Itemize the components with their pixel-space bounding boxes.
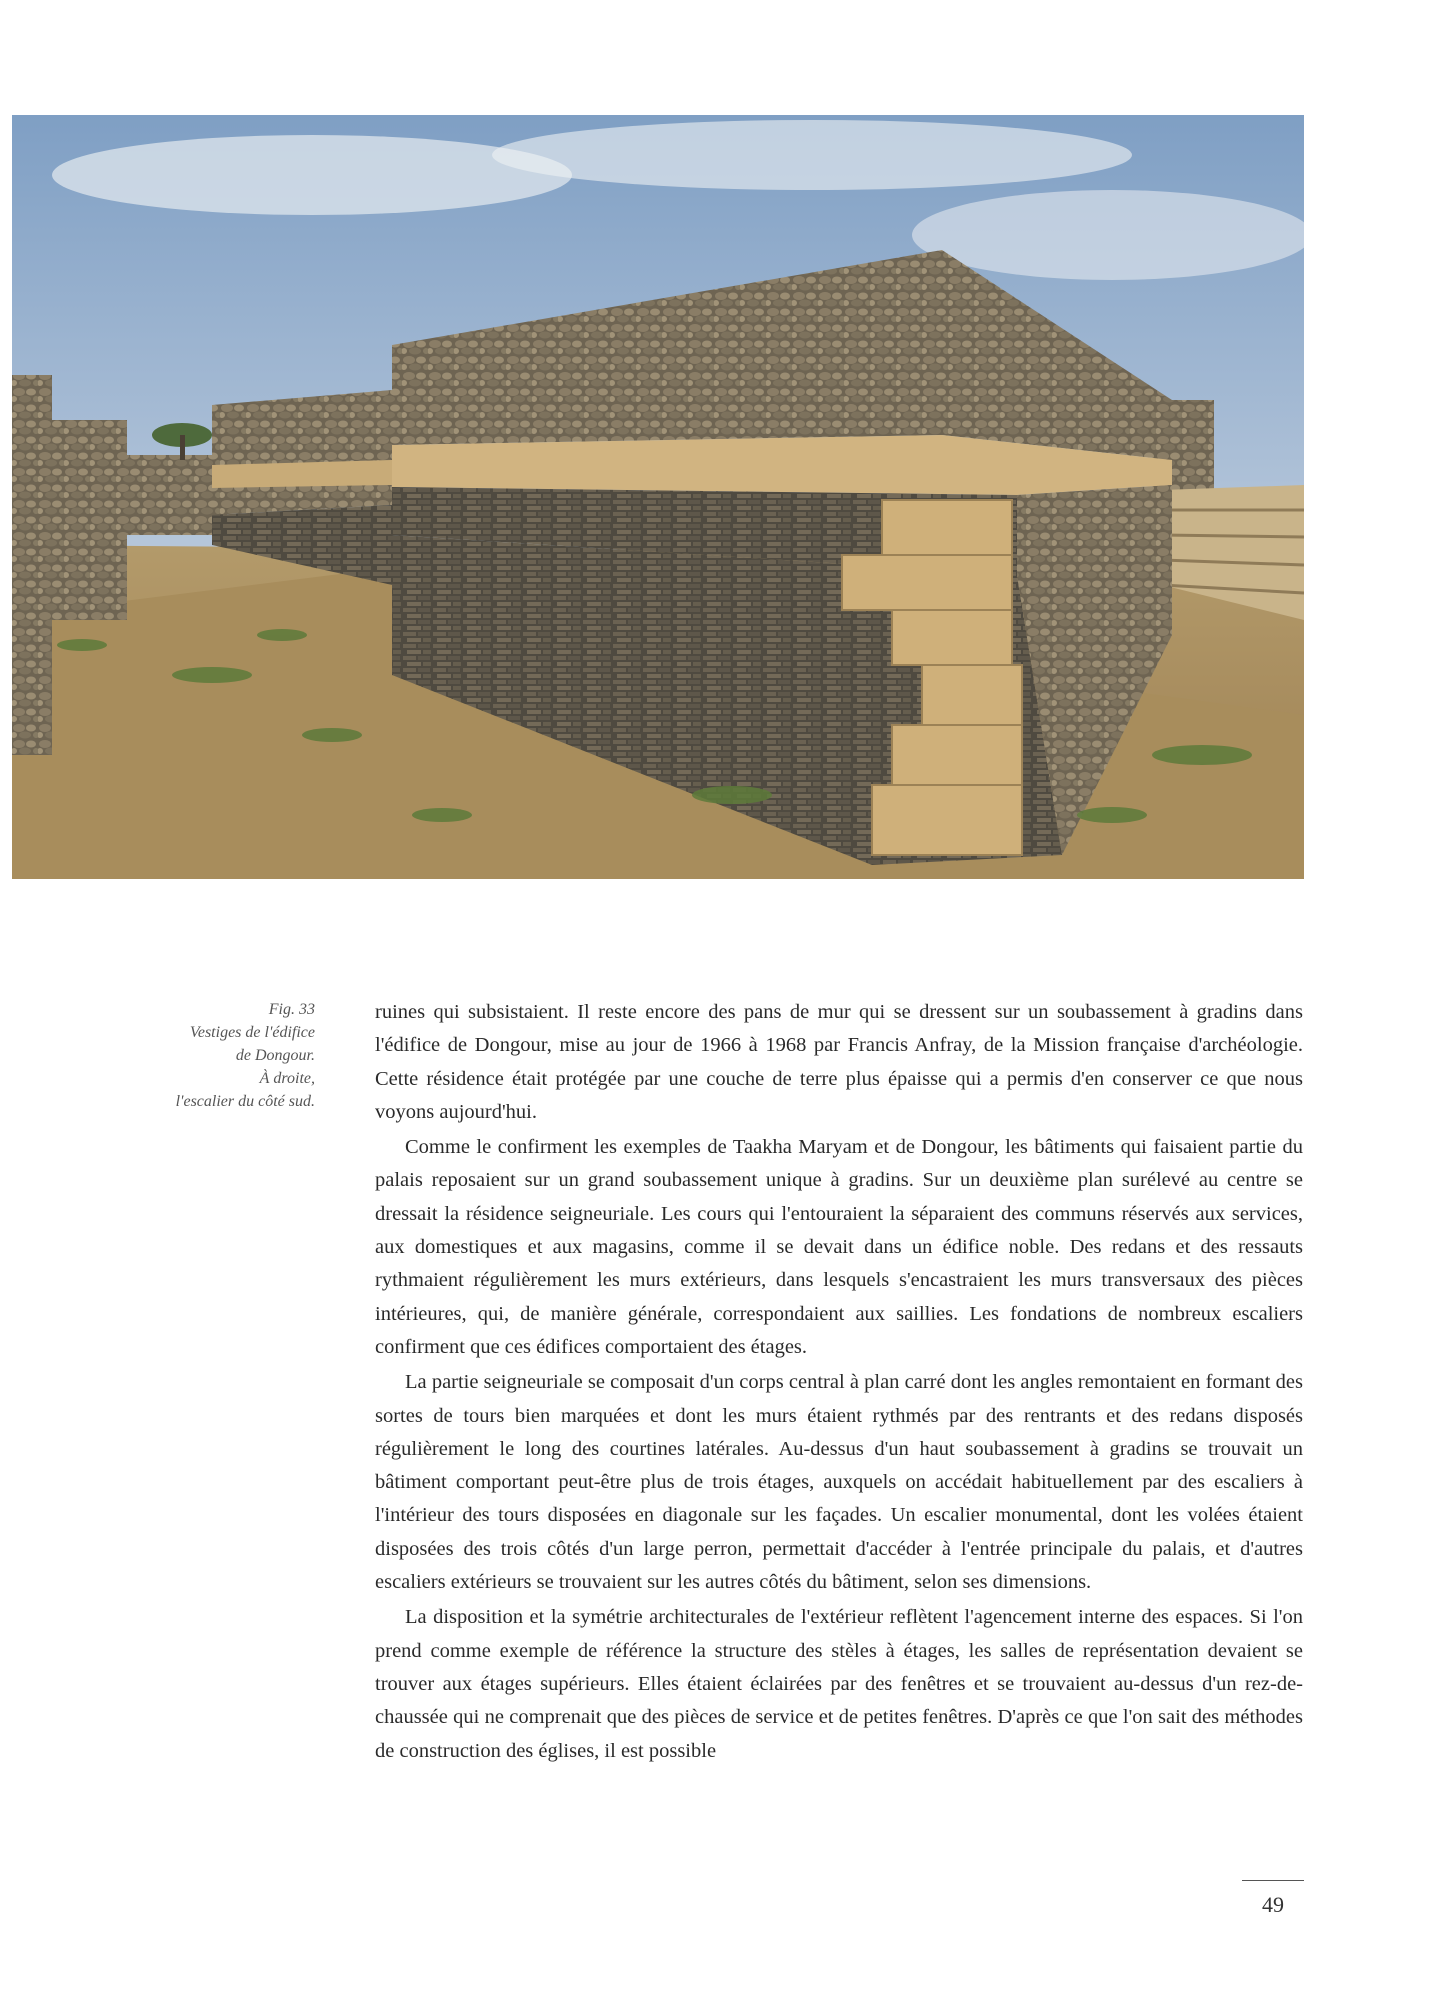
figure-caption bbox=[110, 998, 315, 1113]
caption-line: de Dongour. bbox=[235, 1047, 315, 1064]
paragraph: ruines qui subsistaient. Il reste encore des pans de mur qui se dressent sur un soubassement à gradins dans l'édifice de Dongour, mise au jour de 1966 à 1968 par Francis Anfray, de la Mission française d'archéologie. Cette résidence était protégée par une couche de terre plus épaisse qui a permis d'en conserver ce que nous voyons aujourd'hui. bbox=[375, 1001, 1303, 1123]
stone-ruins-photo bbox=[12, 115, 1304, 879]
caption-line: l'escalier du côté sud. bbox=[175, 1093, 315, 1110]
page-number-rule bbox=[1242, 1880, 1304, 1881]
paragraph: Comme le confirment les exemples de Taakha Maryam et de Dongour, les bâtiments qui faisaient partie du palais reposaient sur un grand soubassement unique à gradins. Sur un deuxième plan surélevé au centre se dressait la résidence seigneuriale. Les cours qui l'entouraient la séparaient des communs réservés aux services, aux domestiques et aux magasins, comme il se devait dans un édifice noble. Des redans et des ressauts rythmaient régulièrement les murs extérieurs, dans lesquels s'encastraient les murs transversaux des pièces intérieures, qui, de manière générale, correspondaient aux saillies. Les fondations de nombreux escaliers confirment que ces édifices comportaient des étages. bbox=[375, 1136, 1303, 1358]
paragraph: La disposition et la symétrie architecturales de l'extérieur reflètent l'agencement interne des espaces. Si l'on prend comme exemple de référence la structure des stèles à étages, les salles de représentation devaient se trouver aux étages supérieurs. Elles étaient éclairées par des fenêtres et se trouvaient au-dessus d'un rez-de-chaussée qui ne comprenait que des pièces de service et de petites fenêtres. D'après ce que l'on sait des méthodes de construction des églises, il est possible bbox=[375, 1606, 1303, 1762]
caption-line: À droite, bbox=[259, 1070, 315, 1087]
caption-line: Fig. 33 bbox=[268, 1001, 315, 1018]
photo-dongour-ruins bbox=[12, 115, 1304, 879]
caption-line: Vestiges de l'édifice bbox=[189, 1024, 315, 1041]
body-text bbox=[375, 996, 1303, 1768]
page-number: 49 bbox=[1262, 1892, 1284, 1917]
paragraph: La partie seigneuriale se composait d'un corps central à plan carré dont les angles remontaient en formant des sortes de tours bien marquées et dont les murs étaient rythmés par des rentrants et des redans disposés régulièrement le long des courtines latérales. Au-dessus d'un haut soubassement à gradins se trouvait un bâtiment comportant peut-être plus de trois étages, auxquels on accédait habituellement par des escaliers à l'intérieur des tours disposées en diagonale sur les façades. Un escalier monumental, dont les volées étaient disposées des trois côtés d'un large perron, permettait d'accéder à l'entrée principale du palais, et d'autres escaliers extérieurs se trouvaient sur les autres côtés du bâtiment, selon ses dimensions. bbox=[375, 1371, 1303, 1594]
